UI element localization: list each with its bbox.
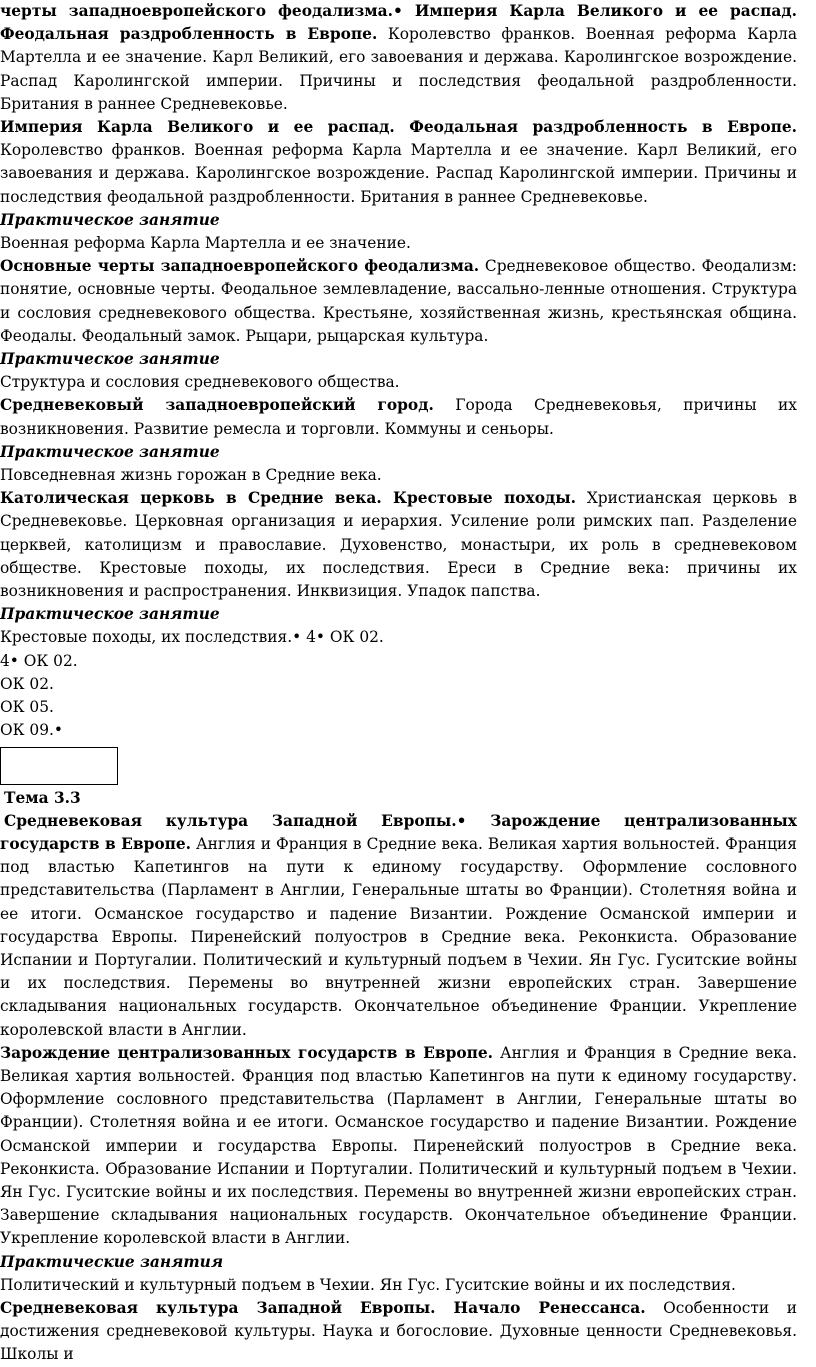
empty-table-cell	[0, 747, 118, 785]
paragraph-body: Королевство франков. Военная реформа Карла Мартелла и ее значение. Карл Великий, его завоевания и держава. Каролингское возрождение. Распад Каролингской империи. Причины и последствия феодальной раздробленности. Британия в раннее Средневековье.	[0, 141, 797, 206]
paragraph-heading: черты западноевропейского феодализма.• Империя Карла Великого и ее распад. Феодальная раздробленность в Европе.	[0, 2, 797, 44]
practice-topic: Военная реформа Карла Мартелла и ее значение.	[0, 234, 411, 253]
paragraph-body: Королевство франков. Военная реформа Карла Мартелла и ее значение. Карл Великий, его завоевания и держава. Каролингское возрождение. Распад Каролингской империи. Причины и последствия феодальной раздробленности. Британия в раннее Средневековье.	[0, 25, 797, 113]
paragraph-body: Особенности и достижения средневековой культуры. Наука и богословие. Духовные ценности Средневековья. Школы и	[0, 1298, 798, 1364]
practice-label: Практическое занятие	[0, 605, 220, 624]
paragraph-heading: Средневековый западноевропейский город.	[0, 396, 434, 415]
practice-topic: Политический и культурный подъем в Чехии. Ян Гус. Гуситские войны и их последствия.	[0, 1275, 736, 1294]
tema-label: Тема 3.3	[4, 788, 81, 807]
paragraph-body: Города Средневековья, причины их возникновения. Развитие ремесла и торговли. Коммуны и сеньоры.	[0, 396, 797, 438]
paragraph-centralized-states	[0, 1042, 797, 1251]
practice-topic: Структура и сословия средневекового общества.	[0, 373, 400, 392]
practice-label: Практическое занятие	[0, 210, 220, 229]
paragraph-body: Христианская церковь в Средневековье. Церковная организация и иерархия. Усиление роли римских пап. Разделение церквей, католицизм и православие. Духовенство, монастыри, их роль в средневековом обществе. Крестовые походы, их последствия. Ереси в Средние века: причины их возникновения и распространения. Инквизиция. Упадок папства.	[0, 489, 797, 601]
paragraph-tema-heading	[0, 810, 797, 1042]
paragraph-heading: Средневековая культура Западной Европы. Начало Ренессанса.	[0, 1298, 646, 1317]
practice-label: Практические занятия	[0, 1252, 224, 1271]
paragraph-feudalism-intro	[0, 0, 797, 116]
paragraph-heading: Средневековая культура Западной Европы.• Зарождение централизованных государств в Европе.	[0, 811, 797, 853]
practice-label: Практическое занятие	[0, 442, 220, 461]
paragraph-medieval-culture	[0, 1297, 797, 1367]
practice-label: Практическое занятие	[0, 350, 220, 369]
paragraph-body: Англия и Франция в Средние века. Великая хартия вольностей. Франция под властью Капетингов на пути к единому государству. Оформление сословного представительства (Парламент в Англии, Генеральные штаты во Франции). Столетняя война и ее итоги. Османское государство и падение Византии. Рождение Османской империи и государства Европы. Пиренейский полуостров в Средние века. Реконкиста. Образование Испании и Португалии. Политический и культурный подъем в Чехии. Ян Гус. Гуситские войны и их последствия. Перемены во внутренней жизни европейских стран. Завершение складывания национальных государств. Окончательное объединение Франции. Укрепление королевской власти в Англии.	[0, 834, 797, 1039]
paragraph-heading: Основные черты западноевропейского феодализма.	[0, 257, 480, 276]
competency-code: 4• ОК 02.	[0, 651, 78, 670]
paragraph-feudalism-features	[0, 255, 797, 348]
paragraph-body: Средневековое общество. Феодализм: понятие, основные черты. Феодальное землевладение, вассально-ленные отношения. Структура и сословия средневекового общества. Крестьяне, хозяйственная жизнь, крестьянская община. Феодалы. Феодальный замок. Рыцари, рыцарская культура.	[0, 257, 797, 345]
competency-code: ОК 09.•	[0, 721, 63, 740]
competency-code: ОК 02.	[0, 674, 54, 693]
paragraph-heading: Зарождение централизованных государств в Европе.	[0, 1043, 494, 1062]
paragraph-catholic-church	[0, 487, 797, 603]
paragraph-heading: Католическая церковь в Средние века. Крестовые походы.	[0, 489, 576, 508]
competency-code: ОК 05.	[0, 698, 54, 717]
paragraph-body: Англия и Франция в Средние века. Великая хартия вольностей. Франция под властью Капетингов на пути к единому государству. Оформление сословного представительства (Парламент в Англии, Генеральные штаты во Франции). Столетняя война и ее итоги. Османское государство и падение Византии. Рождение Османской империи и государства Европы. Пиренейский полуостров в Средние века. Реконкиста. Образование Испании и Португалии. Политический и культурный подъем в Чехии. Ян Гус. Гуситские войны и их последствия. Перемены во внутренней жизни европейских стран. Завершение складывания национальных государств. Окончательное объединение Франции. Укрепление королевской власти в Англии.	[0, 1043, 797, 1248]
paragraph-charlemagne-empire	[0, 116, 797, 209]
practice-topic: Повседневная жизнь горожан в Средние века.	[0, 466, 382, 485]
paragraph-heading: Империя Карла Великого и ее распад. Феодальная раздробленность в Европе.	[0, 118, 797, 137]
practice-topic: Крестовые походы, их последствия.• 4• ОК 02.	[0, 628, 384, 647]
paragraph-medieval-city	[0, 394, 797, 440]
